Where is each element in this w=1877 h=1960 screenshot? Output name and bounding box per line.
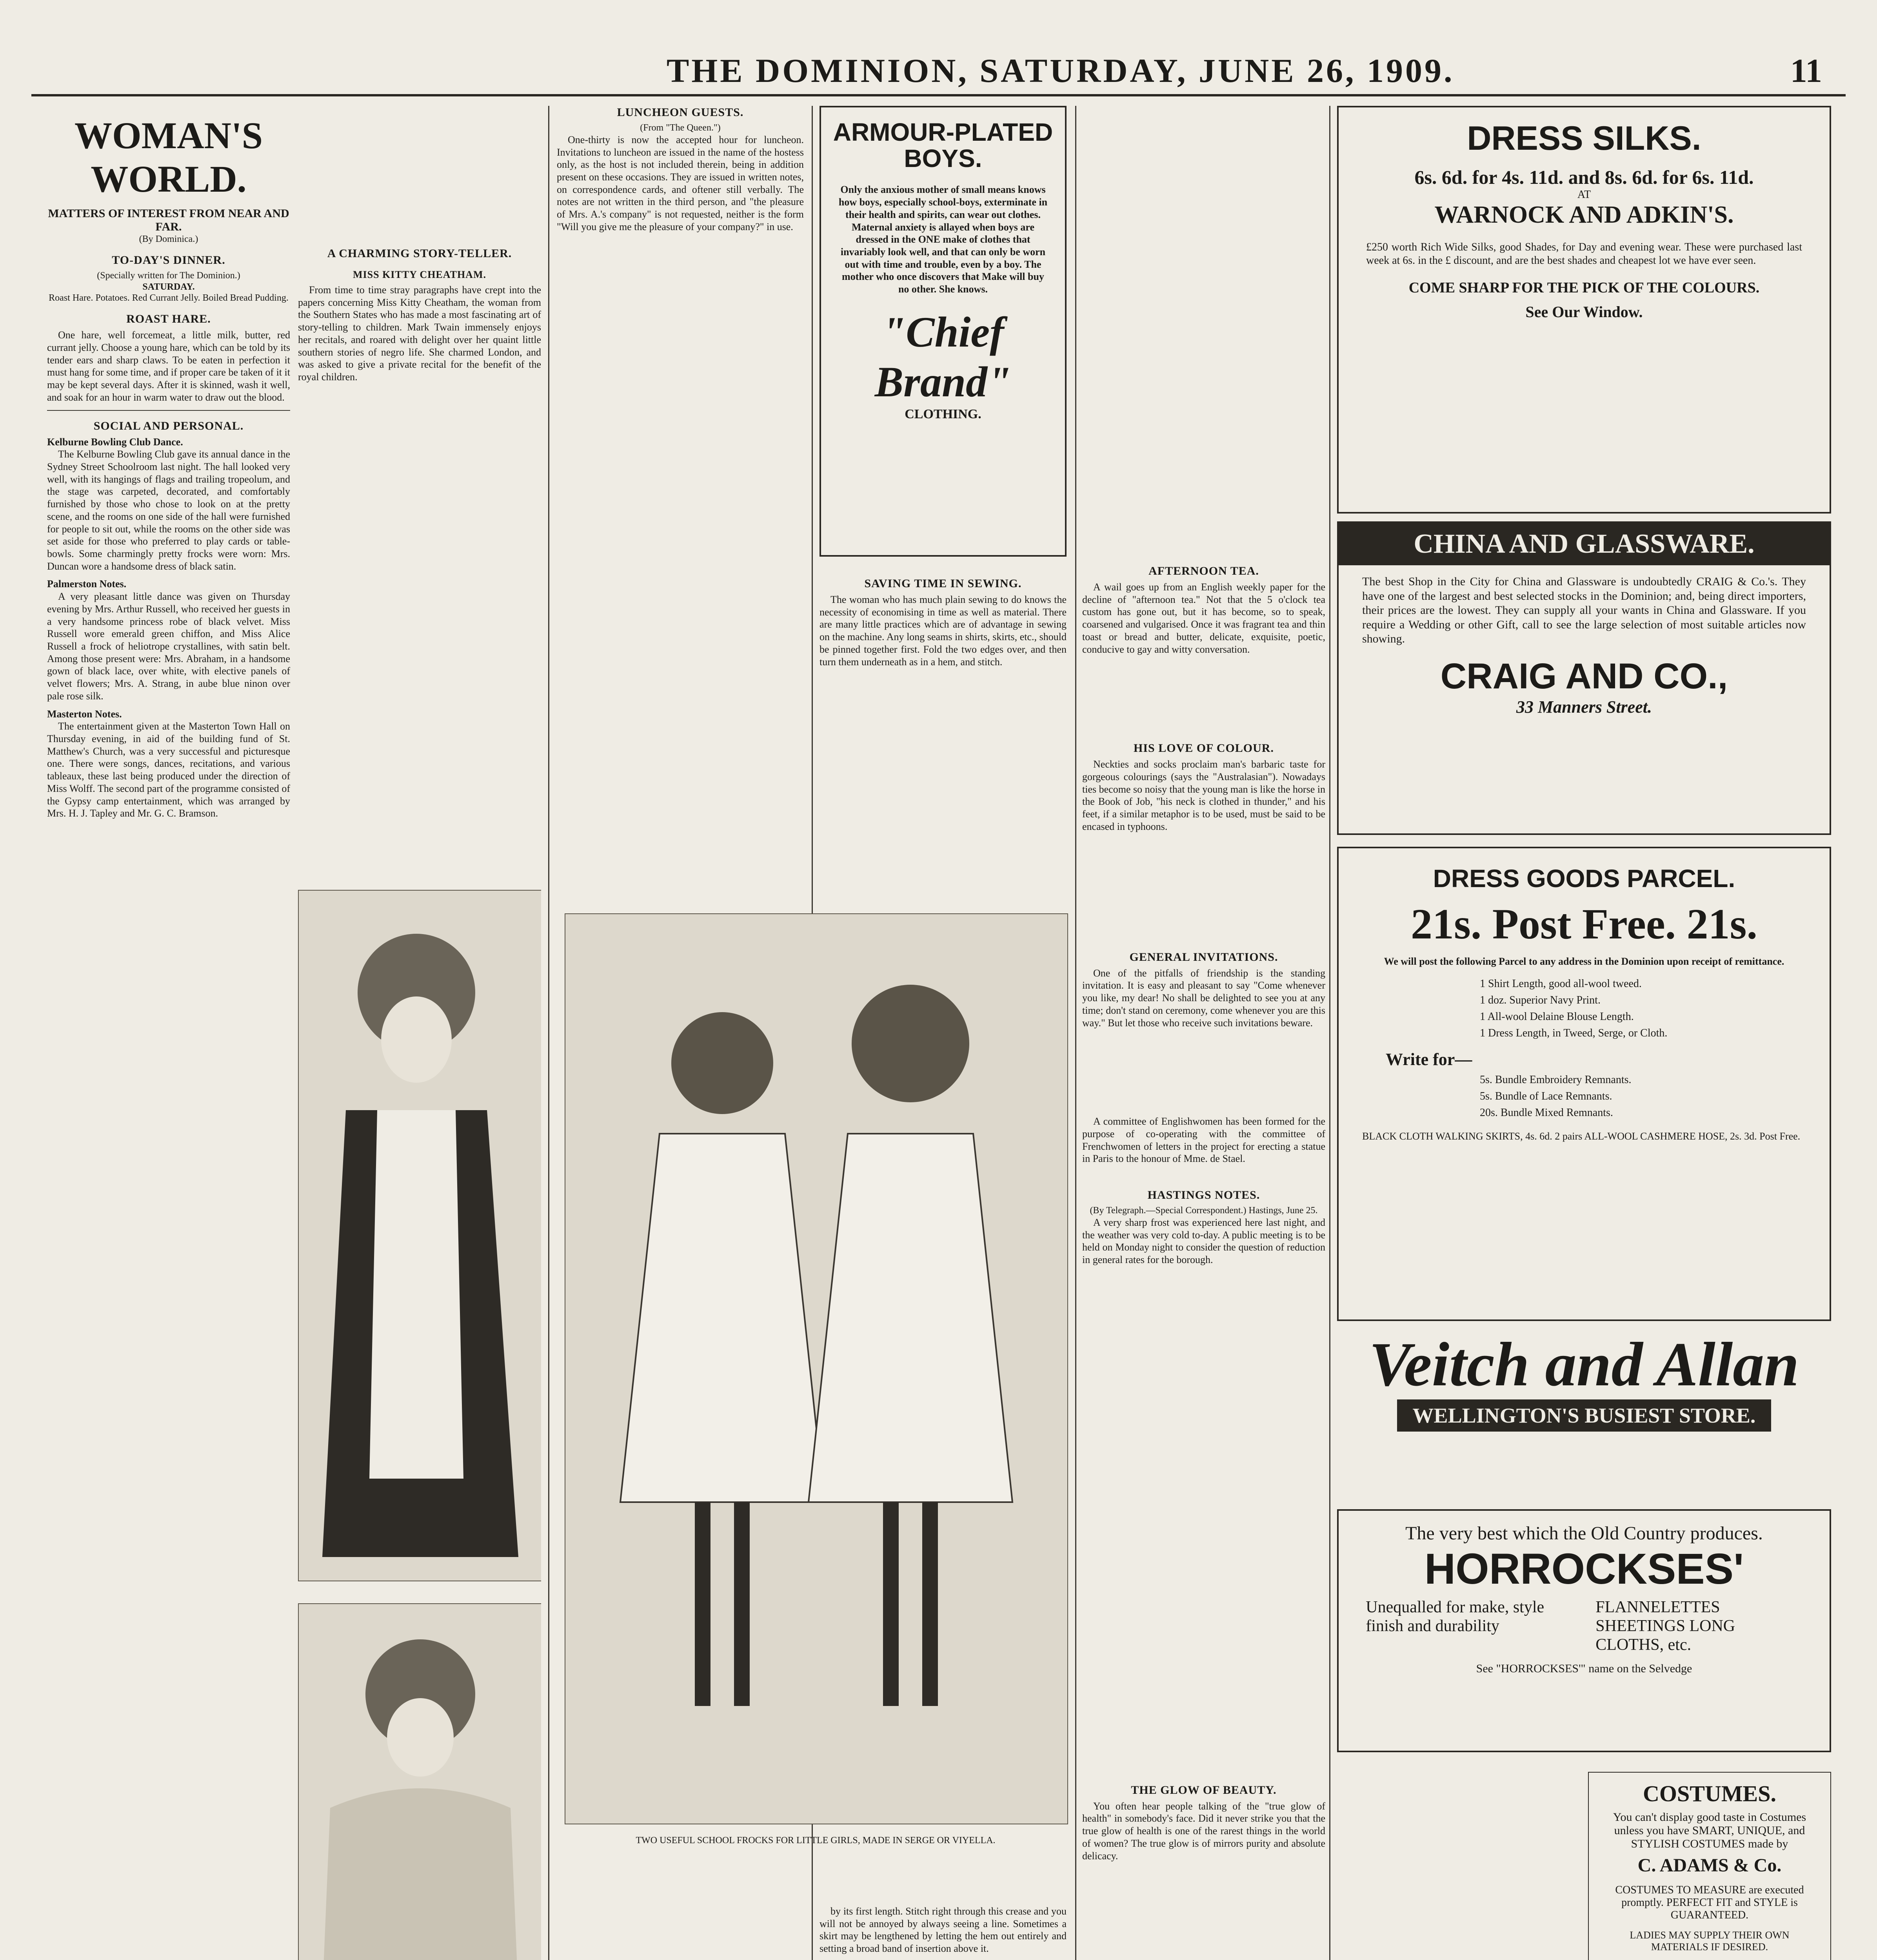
- school-frocks-illustration: [565, 913, 1068, 1824]
- colour-text: Neckties and socks proclaim man's barbaric taste for gorgeous colourings (says the "Australasian"). Nowadays ties become so noisy that the young man is like the horse in the Book of Job, "his neck is clothed in thunder," and his feet, if a similar metaphor is to be used, must be said to be encased in typhoons.: [1082, 759, 1325, 832]
- section-subheading: MATTERS OF INTEREST FROM NEAR AND FAR.: [48, 207, 289, 233]
- social-title: SOCIAL AND PERSONAL.: [93, 419, 244, 432]
- story-text: From time to time stray paragraphs have crept into the papers concerning Miss Kitty Cheatham, the woman from the Southern States who has made a most fascinating art of story-telling to children. Mark Twain immensely enjoys her recitals, and roared with delight over her quaint little southern stories of negro life. She charmed London, and was asked to give a private recital for the benefit of the royal children.: [298, 284, 541, 383]
- dress-goods-parcel-ad: [1337, 847, 1831, 1321]
- china-text: The best Shop in the City for China and Glassware is undoubtedly CRAIG & Co.'s. They have one of the largest and best selected stocks in the Dominion; and, being direct importers, their prices are the lowest. They can supply all your wants in China and Glassware. If you require a Wedding or other Gift, call to see the large selection of most suitable articles now showing.: [1362, 575, 1806, 646]
- column-sewing: [819, 568, 1067, 906]
- parcel-write: Write for—: [1386, 1049, 1472, 1069]
- palmerston-title: Palmerston Notes.: [47, 578, 127, 590]
- dress-silks-at: AT: [1577, 189, 1591, 201]
- palmerston-text: A very pleasant little dance was given on Thursday evening by Mrs. Arthur Russell, who received her guests in a very handsome princess robe of black velvet. Miss Russell wore emerald green chiffon, and Miss Alice Russell a frock of heliotrope crystallines, with satin belt. Among those present were: Mrs. Abraham, in a handsome gown of black lace, over white, with elective panels of velvet flowers; Mrs. A. Strang, in aube blue ninon over pale rose silk.: [47, 591, 290, 702]
- hastings-byline: (By Telegraph.—Special Correspondent.) Hastings, June 25.: [1090, 1205, 1318, 1216]
- colour-title: HIS LOVE OF COLOUR.: [1134, 742, 1274, 755]
- glow-text: You often hear people talking of the "true glow of health" in somebody's face. Did it never strike you that the true glow of health is one of the rarest things in the world of women? The true glow is of mirrors purity and absolute delicacy.: [1082, 1800, 1325, 1862]
- dinner-menu: Roast Hare. Potatoes. Red Currant Jelly. Boiled Bread Pudding.: [49, 293, 289, 303]
- parcel-text: We will post the following Parcel to any address in the Dominion upon receipt of remittance.: [1384, 956, 1784, 967]
- clothing-label: CLOTHING.: [905, 407, 981, 421]
- blouse-illustration: [298, 1603, 541, 1960]
- dinner-day: SATURDAY.: [142, 281, 195, 292]
- horrockses-products: FLANNELETTES SHEETINGS LONG CLOTHS, etc.: [1595, 1598, 1735, 1654]
- page-number: 11: [1790, 52, 1822, 89]
- veitch-tagline: WELLINGTON'S BUSIEST STORE.: [1397, 1399, 1772, 1432]
- tea-title: AFTERNOON TEA.: [1148, 564, 1259, 577]
- dress-silks-ad: [1337, 106, 1831, 514]
- invitations-title: GENERAL INVITATIONS.: [1129, 950, 1278, 964]
- luncheon-text: One-thirty is now the accepted hour for luncheon. Invitations to luncheon are issued in the name of the hostess only, as the host is not included therein, being in addition present on these occasions. They are issued in written notes, on correspondence cards, and oftener still verbally. The notes are not written in the third person, and "the pleasure of Mrs. A.'s company" is not requested, neither is the form "Will you give me the pleasure of your company?" in use.: [557, 134, 804, 232]
- parcel-price: 21s. Post Free. 21s.: [1411, 900, 1757, 948]
- roast-hare-text: One hare, well forcemeat, a little milk, butter, red currant jelly. Choose a young hare, which can be told by its tender ears and sharp claws. To be eaten in perfection it must hang for some time, and if proper care be taken of it it may be kept several days. After it is skinned, wash it well, and soak for an hour in warm water to draw out the blood.: [47, 329, 290, 403]
- masthead-title: THE DOMINION, SATURDAY, JUNE 26, 1909.: [667, 52, 1455, 89]
- dress-silks-text: £250 worth Rich Wide Silks, good Shades, for Day and evening wear. These were purchased last week at 6s. in the £ discount, and are the best shades and cheapest lot we have ever seen.: [1366, 241, 1802, 267]
- tea-text: A wail goes up from an English weekly paper for the decline of "afternoon tea." Not that the 5 o'clock tea custom has gone out, but it has become, so to speak, coarsened and vulgarised. Once it was fragrant tea and thin toast or bread and butter, delicate, exquisite, poetic, conducive to gay and witty conversation.: [1082, 581, 1325, 655]
- horrockses-name: HORROCKSES': [1424, 1545, 1744, 1593]
- scarf-illustration: [298, 890, 541, 1581]
- dress-silks-firm: WARNOCK AND ADKIN'S.: [1434, 201, 1734, 228]
- parcel-item: 1 doz. Superior Navy Print.: [1480, 994, 1601, 1006]
- glow-title: THE GLOW OF BEAUTY.: [1131, 1783, 1277, 1797]
- dress-silks-call: COME SHARP FOR THE PICK OF THE COLOURS.: [1408, 279, 1760, 296]
- column-blouse: [819, 1905, 1067, 1960]
- china-glassware-ad: [1337, 521, 1831, 835]
- armour-title: ARMOUR-PLATED BOYS.: [833, 118, 1053, 173]
- parcel-bundles: [1339, 1069, 1830, 1121]
- costumes-text: You can't display good taste in Costumes unless you have SMART, UNIQUE, and STYLISH COSTUMES made by: [1613, 1811, 1806, 1850]
- masterton-title: Masterton Notes.: [47, 708, 122, 720]
- china-address: 33 Manners Street.: [1516, 697, 1652, 717]
- story-subtitle: MISS KITTY CHEATHAM.: [353, 269, 486, 280]
- parcel-item: 1 All-wool Delaine Blouse Length.: [1480, 1010, 1634, 1023]
- parcel-bundle: 20s. Bundle Mixed Remnants.: [1480, 1106, 1613, 1119]
- horrockses-details: [1339, 1594, 1830, 1658]
- dress-silks-window: See Our Window.: [1525, 303, 1643, 321]
- horrockses-qualities: Unequalled for make, style finish and durability: [1366, 1598, 1544, 1635]
- china-firm: CRAIG AND CO.,: [1440, 656, 1728, 696]
- horrockses-ad: [1337, 1509, 1831, 1752]
- column-story-teller: [298, 106, 541, 1960]
- chief-brand: "Chief Brand": [874, 308, 1012, 406]
- horrockses-intro: The very best which the Old Country produces.: [1405, 1523, 1763, 1544]
- section-heading: WOMAN'S WORLD.: [74, 114, 263, 200]
- column-womans-world: [47, 106, 290, 1960]
- dinner-title: TO-DAY'S DINNER.: [112, 253, 225, 267]
- parcel-bundle: 5s. Bundle of Lace Remnants.: [1480, 1090, 1612, 1102]
- veitch-name: Veitch and Allan: [1369, 1329, 1799, 1399]
- dress-silks-prices: 6s. 6d. for 4s. 11d. and 8s. 6d. for 6s. 11d.: [1414, 166, 1754, 188]
- sewing-title: SAVING TIME IN SEWING.: [864, 577, 1022, 590]
- invitations-text: One of the pitfalls of friendship is the standing invitation. It is easy and pleasant to say "Come whenever you like, my dear! No shall be delighted to see you at any time; don't stand on ceremony, come whenever you are this way." But let those who receive such invitations beware.: [1082, 967, 1325, 1029]
- parcel-item: 1 Dress Length, in Tweed, Serge, or Cloth.: [1480, 1027, 1668, 1039]
- kelburne-text: The Kelburne Bowling Club gave its annual dance in the Sydney Street Schoolroom last night. The hall looked very well, with its hangings of flags and trailing tropeolum, and the stage was carpeted, decorated, and comfortably furnished by those who chose to look on at the pretty scene, and the rooms on one side of the hall were furnished for people to sit out, while the rooms on the other side was set aside for those who preferred to play cards or table-bowls. Some charmingly pretty frocks were worn: Mrs. Duncan wore a handsome dress of black satin.: [47, 448, 290, 572]
- armour-plated-ad: [819, 106, 1067, 557]
- luncheon-source: (From "The Queen."): [640, 123, 721, 133]
- parcel-items: [1339, 968, 1830, 1042]
- parcel-title: DRESS GOODS PARCEL.: [1433, 864, 1735, 893]
- divider: [47, 410, 290, 411]
- hastings-text: A very sharp frost was experienced here last night, and the weather was very cold to-day. A public meeting is to be held on Monday night to consider the question of reduction in general rates for the borough.: [1082, 1216, 1325, 1266]
- costumes-firm: C. ADAMS & Co.: [1637, 1855, 1782, 1876]
- dress-silks-title: DRESS SILKS.: [1467, 120, 1701, 157]
- sewing-text: The woman who has much plain sewing to do knows the necessity of economising in time as well as material. There are many little practices which are of advantage in sewing on the machine. Any long seams in shirts, skirts, etc., should be pinned together first. Fold the two edges over, and then turn them underneath as in a hem, and stitch.: [819, 594, 1067, 668]
- luncheon-title: LUNCHEON GUESTS.: [617, 106, 744, 119]
- column-rule: [1329, 106, 1330, 1960]
- frocks-caption: TWO USEFUL SCHOOL FROCKS FOR LITTLE GIRLS, MADE IN SERGE OR VIYELLA.: [636, 1835, 996, 1846]
- column-rule: [1075, 106, 1076, 1960]
- masthead: [0, 51, 1877, 98]
- column-afternoon-tea: [1082, 106, 1325, 1960]
- kelburne-title: Kelburne Bowling Club Dance.: [47, 436, 183, 448]
- veitch-allan-ad: [1337, 1329, 1831, 1490]
- costumes-measure: COSTUMES TO MEASURE are executed promptly. PERFECT FIT and STYLE is GUARANTEED.: [1615, 1884, 1804, 1921]
- parcel-skirts: BLACK CLOTH WALKING SKIRTS, 4s. 6d. 2 pairs ALL-WOOL CASHMERE HOSE, 2s. 3d. Post Free.: [1362, 1130, 1801, 1142]
- costumes-title: COSTUMES.: [1643, 1781, 1776, 1806]
- byline: (By Dominica.): [139, 234, 198, 244]
- masterton-text: The entertainment given at the Masterton Town Hall on Thursday evening, in aid of the building fund of St. Matthew's Church, was a very successful and picturesque one. There were songs, dances, recitations, and various tableaux, these last being produced under the direction of Miss Wolff. The second part of the programme consisted of the Gypsy camp entertainment, which was arranged by Mrs. H. J. Tapley and Mr. G. C. Bramson.: [47, 720, 290, 819]
- costumes-ladies: LADIES MAY SUPPLY THEIR OWN MATERIALS IF DESIRED.: [1630, 1929, 1790, 1953]
- dinner-note: (Specially written for The Dominion.): [97, 270, 240, 281]
- horrockses-footer: See "HORROCKSES'" name on the Selvedge: [1476, 1662, 1692, 1675]
- hastings-title: HASTINGS NOTES.: [1147, 1189, 1260, 1202]
- parcel-bundle: 5s. Bundle Embroidery Remnants.: [1480, 1073, 1632, 1086]
- column-rule: [548, 106, 549, 1960]
- committee-text: A committee of Englishwomen has been formed for the purpose of co-operating with the committee of Frenchwomen of letters in the project for erecting a statue in Paris to the honour of Mme. de Stael.: [1082, 1116, 1325, 1165]
- stitch-text: by its first length. Stitch right through this crease and you will not be annoyed by always seeing a line. Sometimes a skirt may be lengthened by letting the hem out entirely and setting a broad band of insertion above it.: [819, 1906, 1067, 1955]
- china-title: CHINA AND GLASSWARE.: [1339, 523, 1830, 565]
- armour-text: Only the anxious mother of small means knows how boys, especially school-boys, exterminate in their health and spirits, can wear out clothes. Maternal anxiety is allayed when boys are dressed in the ONE make of clothes that invariably look well, and that can only be worn out with time and trouble, even by a boy. The mother who once discovers that Make will buy no other. She knows.: [838, 184, 1048, 295]
- costumes-ad: [1588, 1772, 1831, 1960]
- story-title: A CHARMING STORY-TELLER.: [327, 247, 512, 260]
- masthead-rule: [31, 94, 1846, 96]
- parcel-item: 1 Shirt Length, good all-wool tweed.: [1480, 977, 1642, 990]
- roast-hare-title: ROAST HARE.: [126, 312, 211, 326]
